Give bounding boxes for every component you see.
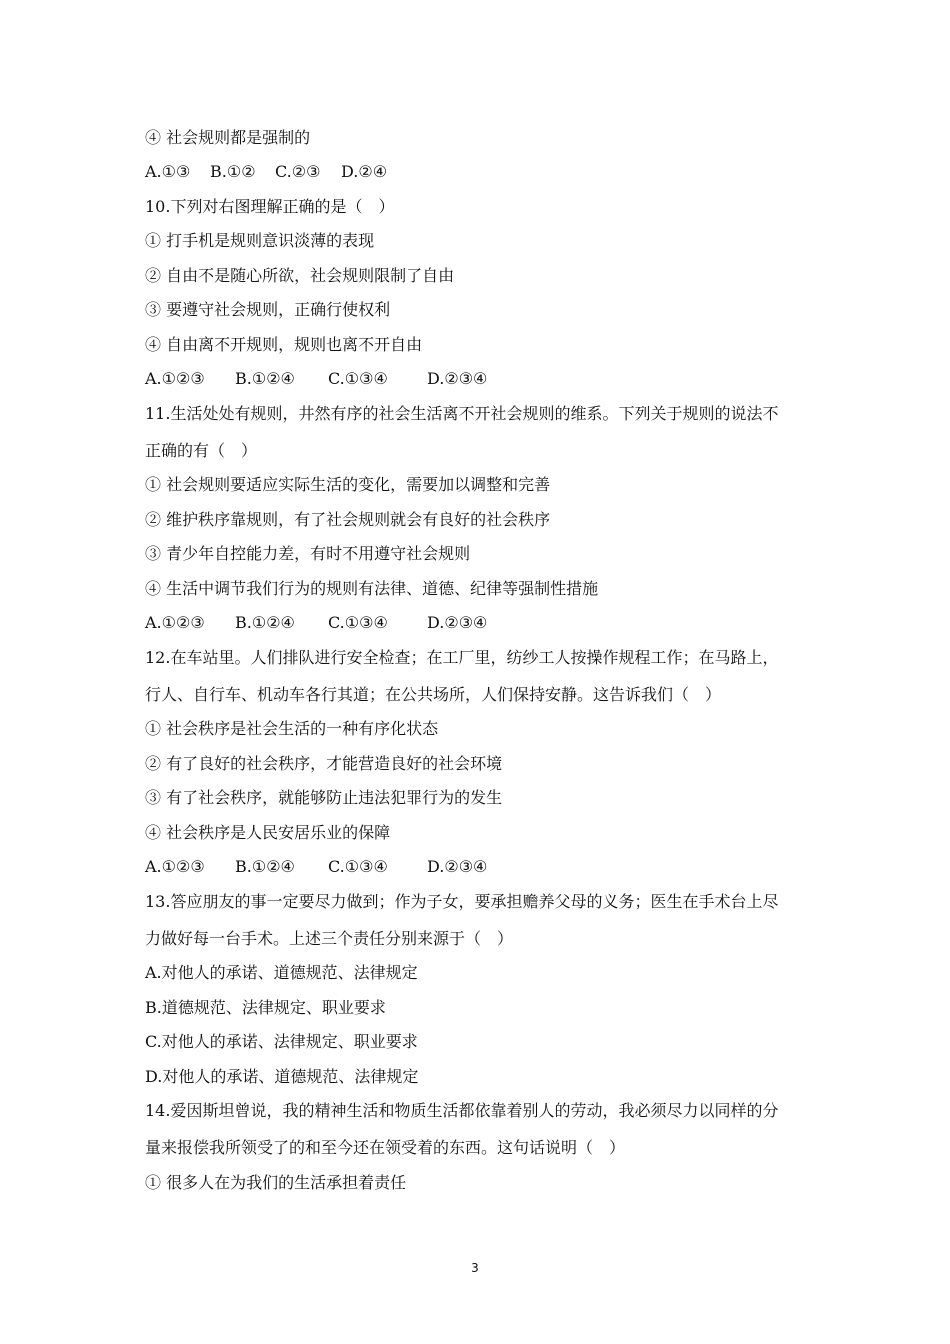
q11-option-c: C.①③④ [328, 613, 388, 632]
q13-stem-line1: 13.答应朋友的事一定要尽力做到；作为子女，要承担赡养父母的义务；医生在手术台上尽 [145, 892, 779, 911]
q12-option-a: A.①②③ [145, 857, 205, 876]
q11-stem-line2: 正确的有（ ） [145, 441, 258, 460]
q10-option-c: C.①③④ [328, 369, 388, 388]
q11-option-b: B.①②④ [235, 613, 295, 632]
q10-statement-2: ② 自由不是随心所欲，社会规则限制了自由 [145, 266, 455, 285]
q11-option-d: D.②③④ [427, 613, 488, 632]
q12-option-b: B.①②④ [235, 857, 295, 876]
q13-stem-line2: 力做好每一台手术。上述三个责任分别来源于（ ） [145, 929, 514, 948]
q13-option-b: B.道德规范、法律规定、职业要求 [145, 998, 386, 1017]
q12-statement-3: ③ 有了社会秩序，就能够防止违法犯罪行为的发生 [145, 788, 503, 807]
q10-option-d: D.②③④ [427, 369, 488, 388]
q12-stem-line1: 12.在车站里。人们排队进行安全检查；在工厂里，纺纱工人按操作规程工作；在马路上， [145, 648, 779, 667]
q10-statement-1: ① 打手机是规则意识淡薄的表现 [145, 231, 375, 250]
q9-statement-4: ④ 社会规则都是强制的 [145, 128, 311, 147]
q10-statement-4: ④ 自由离不开规则，规则也离不开自由 [145, 335, 423, 354]
q9-option-c: C.②③ [275, 162, 321, 181]
q11-statement-4: ④ 生活中调节我们行为的规则有法律、道德、纪律等强制性措施 [145, 579, 599, 598]
q12-statement-1: ① 社会秩序是社会生活的一种有序化状态 [145, 719, 439, 738]
q13-option-c: C.对他人的承诺、法律规定、职业要求 [145, 1032, 418, 1051]
q11-option-a: A.①②③ [145, 613, 205, 632]
q12-option-c: C.①③④ [328, 857, 388, 876]
q14-stem-line2: 量来报偿我所领受了的和至今还在领受着的东西。这句话说明（ ） [145, 1138, 626, 1157]
q11-statement-2: ② 维护秩序靠规则，有了社会规则就会有良好的社会秩序 [145, 510, 551, 529]
q9-option-a: A.①③ [145, 162, 191, 181]
q9-option-b: B.①② [210, 162, 256, 181]
q11-statement-3: ③ 青少年自控能力差，有时不用遵守社会规则 [145, 544, 471, 563]
q11-statement-1: ① 社会规则要适应实际生活的变化，需要加以调整和完善 [145, 475, 551, 494]
q14-statement-1: ① 很多人在为我们的生活承担着责任 [145, 1173, 407, 1192]
q12-statement-2: ② 有了良好的社会秩序，才能营造良好的社会环境 [145, 754, 503, 773]
page-number: 3 [471, 1261, 479, 1275]
q9-option-d: D.②④ [341, 162, 388, 181]
q13-option-a: A.对他人的承诺、道德规范、法律规定 [145, 963, 418, 982]
q12-stem-line2: 行人、自行车、机动车各行其道；在公共场所，人们保持安静。这告诉我们（ ） [145, 685, 722, 704]
q14-stem-line1: 14.爱因斯坦曾说，我的精神生活和物质生活都依靠着别人的劳动，我必须尽力以同样的分 [145, 1101, 779, 1120]
q10-statement-3: ③ 要遵守社会规则，正确行使权利 [145, 300, 391, 319]
q13-option-d: D.对他人的承诺、道德规范、法律规定 [145, 1067, 419, 1086]
q11-stem-line1: 11.生活处处有规则，井然有序的社会生活离不开社会规则的维系。下列关于规则的说法不 [145, 404, 779, 423]
q10-option-a: A.①②③ [145, 369, 205, 388]
q10-option-b: B.①②④ [235, 369, 295, 388]
q10-stem: 10.下列对右图理解正确的是（ ） [145, 197, 395, 216]
q12-statement-4: ④ 社会秩序是人民安居乐业的保障 [145, 823, 391, 842]
q12-option-d: D.②③④ [427, 857, 488, 876]
